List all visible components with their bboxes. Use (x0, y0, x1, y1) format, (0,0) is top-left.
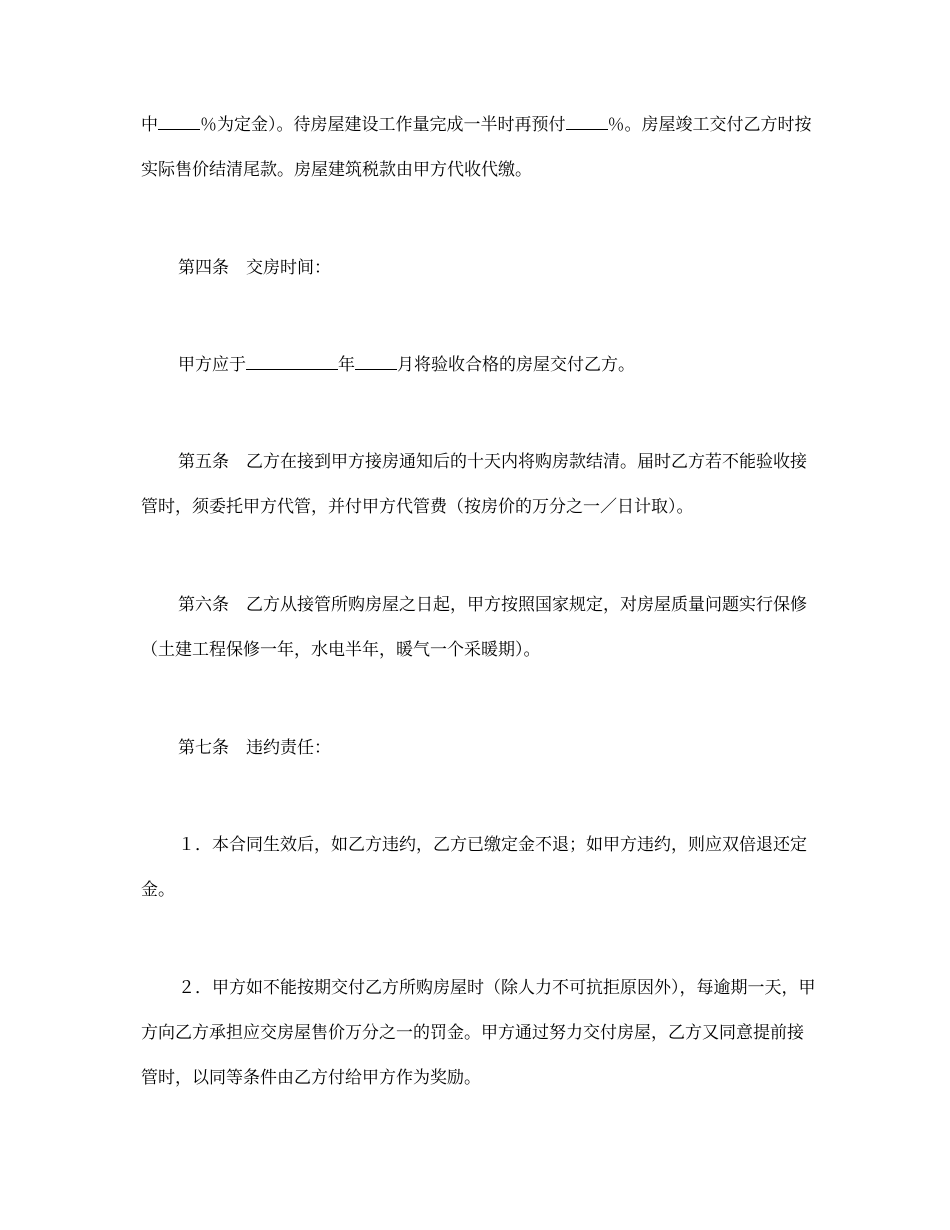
blank-prepay-percent (566, 113, 608, 130)
article-6: 第六条 乙方从接管所购房屋之日起，甲方按照国家规定，对房屋质量问题实行保修（土建工程保修一年，水电半年，暖气一个采暖期）。 (141, 595, 807, 660)
article-5: 第五条 乙方在接到甲方接房通知后的十天内将购房款结清。届时乙方若不能验收接管时，须委托甲方代管，并付甲方代管费（按房价的万分之一／日计取）。 (141, 452, 807, 517)
paragraph-deposit-terms (141, 103, 816, 193)
text-segment: 月将验收合格的房屋交付乙方。 (397, 355, 635, 375)
text-segment: 甲方应于 (178, 355, 246, 375)
article-7-item-2: ２．甲方如不能按期交付乙方所购房屋时（除人力不可抗拒原因外），每逾期一天，甲方向乙方承担应交房屋售价万分之一的罚金。甲方通过努力交付房屋，乙方又同意提前接管时，以同等条件由乙方付给甲方作为奖励。 (141, 978, 816, 1088)
blank-delivery-year (246, 353, 338, 370)
text-segment: 年 (338, 355, 355, 375)
text-segment: 中 (141, 115, 158, 135)
paragraph-delivery-date (141, 343, 816, 388)
text-segment: ％。房屋竣工交付乙方时按实际售价结清尾款。房屋建筑税款由甲方代收代缴。 (141, 115, 812, 180)
text-segment: ％为定金）。待房屋建设工作量完成一半时再预付 (200, 115, 566, 135)
article-4-heading: 第四条 交房时间： (178, 258, 331, 278)
article-7-item-1: １．本合同生效后，如乙方违约，乙方已缴定金不退；如甲方违约，则应双倍退还定金。 (141, 835, 807, 900)
blank-delivery-month (355, 353, 397, 370)
article-7-heading: 第七条 违约责任： (178, 738, 331, 758)
blank-deposit-percent (158, 113, 200, 130)
